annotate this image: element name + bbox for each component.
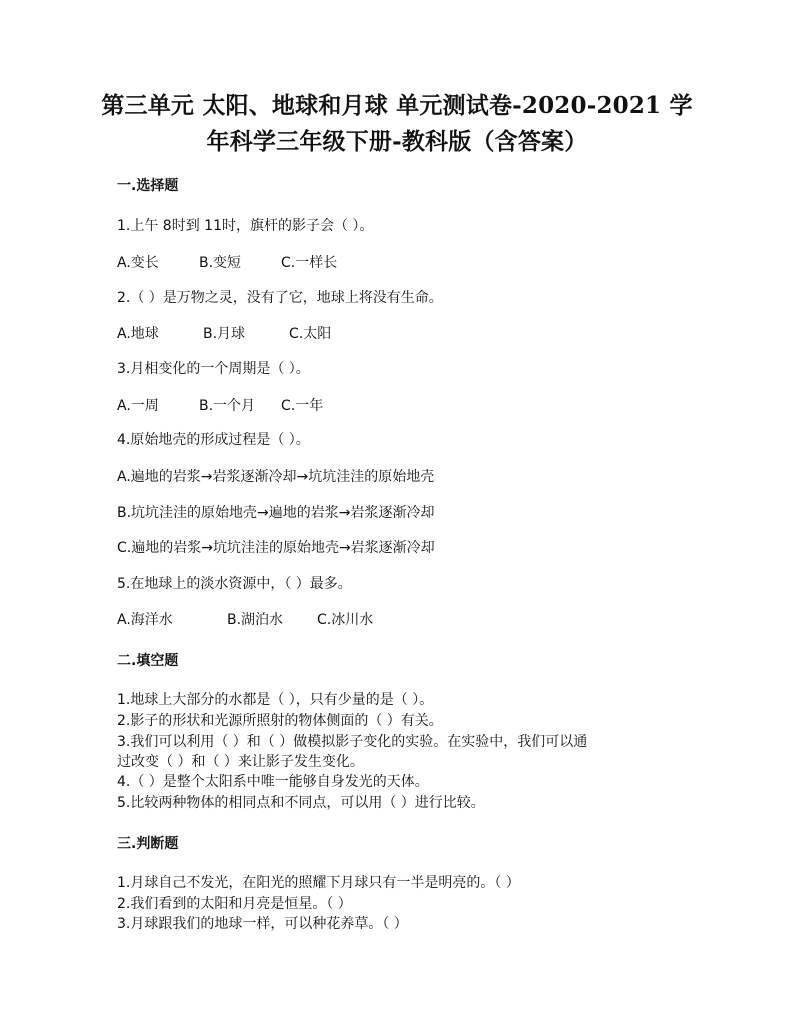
fill-question-5: 5.比较两种物体的相同点和不同点，可以用（ ）进行比较。 <box>117 795 485 811</box>
question-3-options <box>117 396 323 416</box>
question-3: 3.月相变化的一个周期是（ ）。 <box>117 361 310 377</box>
question-4: 4.原始地壳的形成过程是（ ）。 <box>117 432 310 448</box>
option-a: A.变长 <box>117 255 159 271</box>
option-a: A.地球 <box>117 326 159 342</box>
option-c: C.太阳 <box>289 326 332 342</box>
question-4-option-b: B.坑坑洼洼的原始地壳→遍地的岩浆→岩浆逐渐冷却 <box>117 505 435 521</box>
fill-question-1: 1.地球上大部分的水都是（ ），只有少量的是（ ）。 <box>117 692 434 708</box>
question-5: 5.在地球上的淡水资源中，（ ）最多。 <box>117 576 352 592</box>
question-2: 2.（ ）是万物之灵，没有了它，地球上将没有生命。 <box>117 290 443 306</box>
option-c: C.一样长 <box>281 255 338 271</box>
judge-question-1: 1.月球自己不发光，在阳光的照耀下月球只有一半是明亮的。（ ） <box>117 875 520 891</box>
question-4-option-a: A.遍地的岩浆→岩浆逐渐冷却→坑坑洼洼的原始地壳 <box>117 469 435 485</box>
title-line-1: 第三单元 太阳、地球和月球 单元测试卷-2020-2021 学 <box>101 92 693 119</box>
option-c: C.一年 <box>281 398 324 414</box>
title-line-2: 年科学三年级下册-教科版（含答案） <box>206 128 588 155</box>
option-b: B.变短 <box>199 255 242 271</box>
page-title <box>90 88 704 160</box>
question-4-option-c: C.遍地的岩浆→坑坑洼洼的原始地壳→岩浆逐渐冷却 <box>117 540 435 556</box>
question-5-options <box>117 610 373 630</box>
question-1-options <box>117 253 337 273</box>
section-heading-choice: 一.选择题 <box>117 178 179 194</box>
section-heading-judge: 三.判断题 <box>117 836 179 852</box>
fill-question-3-cont: 过改变（ ）和（ ）来让影子发生变化。 <box>117 754 364 770</box>
section-heading-fill: 二.填空题 <box>117 653 179 669</box>
fill-question-2: 2.影子的形状和光源所照射的物体侧面的（ ）有关。 <box>117 713 443 729</box>
option-b: B.一个月 <box>199 398 256 414</box>
fill-question-3: 3.我们可以利用（ ）和（ ）做模拟影子变化的实验。在实验中，我们可以通 <box>117 734 588 750</box>
option-b: B.湖泊水 <box>227 612 284 628</box>
fill-question-4: 4.（ ）是整个太阳系中唯一能够自身发光的天体。 <box>117 774 429 790</box>
option-c: C.冰川水 <box>317 612 374 628</box>
option-a: A.海洋水 <box>117 612 173 628</box>
question-1: 1.上午 8时到 11时，旗杆的影子会（ ）。 <box>117 218 374 234</box>
option-a: A.一周 <box>117 398 159 414</box>
judge-question-3: 3.月球跟我们的地球一样，可以种花养草。（ ） <box>117 916 408 932</box>
judge-question-2: 2.我们看到的太阳和月亮是恒星。（ ） <box>117 896 352 912</box>
option-b: B.月球 <box>203 326 246 342</box>
question-2-options <box>117 324 331 344</box>
